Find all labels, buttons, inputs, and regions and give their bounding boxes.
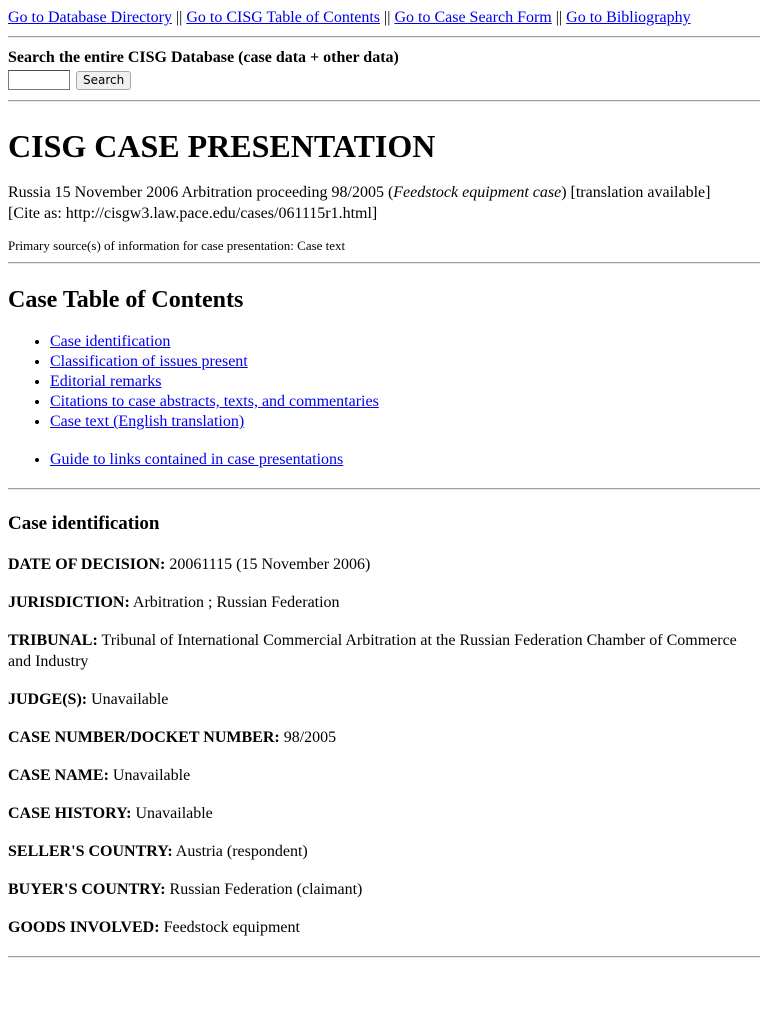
toc-link-editorial-remarks[interactable]: Editorial remarks bbox=[50, 373, 162, 390]
field-value: Unavailable bbox=[91, 691, 169, 708]
divider bbox=[8, 956, 760, 958]
search-form bbox=[8, 70, 760, 90]
divider bbox=[8, 36, 760, 38]
field-label: BUYER'S COUNTRY: bbox=[8, 881, 166, 898]
nav-link-case-search-form[interactable]: Go to Case Search Form bbox=[394, 9, 552, 26]
field-value: 98/2005 bbox=[283, 729, 337, 746]
field-label: GOODS INVOLVED: bbox=[8, 919, 160, 936]
toc-item bbox=[50, 372, 760, 392]
case-name-italic: Feedstock equipment case bbox=[393, 184, 562, 201]
search-title: Search the entire CISG Database (case data + other data) bbox=[8, 49, 399, 66]
divider bbox=[8, 262, 760, 264]
top-navigation bbox=[8, 0, 760, 28]
field-label: DATE OF DECISION: bbox=[8, 556, 166, 573]
field-value: Unavailable bbox=[112, 767, 191, 784]
field-value: Feedstock equipment bbox=[163, 919, 300, 936]
nav-separator: || bbox=[555, 9, 563, 26]
guide-list bbox=[8, 450, 760, 470]
toc-item bbox=[50, 412, 760, 432]
toc-list bbox=[8, 332, 760, 432]
nav-separator: || bbox=[175, 9, 183, 26]
toc-item bbox=[50, 450, 760, 470]
field-value: Tribunal of International Commercial Arbitration at the Russian Federation Chamber of Commerce and Industry bbox=[8, 632, 737, 670]
nav-link-database-directory[interactable]: Go to Database Directory bbox=[8, 9, 172, 26]
case-identification-fields bbox=[8, 554, 760, 938]
field-value: Russian Federation (claimant) bbox=[169, 881, 363, 898]
field-label: CASE NAME: bbox=[8, 767, 109, 784]
field-label: JURISDICTION: bbox=[8, 594, 130, 611]
field-date-of-decision bbox=[8, 554, 760, 575]
search-input[interactable] bbox=[8, 70, 70, 90]
field-label: TRIBUNAL: bbox=[8, 632, 98, 649]
field-tribunal bbox=[8, 630, 760, 672]
divider bbox=[8, 488, 760, 490]
field-value: Arbitration ; Russian Federation bbox=[132, 594, 340, 611]
case-summary-prefix: Russia 15 November 2006 Arbitration proceeding 98/2005 ( bbox=[8, 184, 394, 201]
field-buyers-country bbox=[8, 879, 760, 900]
toc-link-classification[interactable]: Classification of issues present bbox=[50, 353, 248, 370]
field-case-name bbox=[8, 765, 760, 786]
case-summary-suffix: ) [translation available] bbox=[561, 184, 711, 201]
page-title: CISG CASE PRESENTATION bbox=[8, 128, 436, 164]
nav-link-bibliography[interactable]: Go to Bibliography bbox=[566, 9, 691, 26]
search-button[interactable]: Search bbox=[76, 71, 131, 90]
case-summary-line bbox=[8, 182, 760, 203]
cite-line: [Cite as: http://cisgw3.law.pace.edu/cases/061115r1.html] bbox=[8, 205, 378, 222]
field-value: 20061115 (15 November 2006) bbox=[169, 556, 371, 573]
field-goods-involved bbox=[8, 917, 760, 938]
field-case-history bbox=[8, 803, 760, 824]
field-label: CASE HISTORY: bbox=[8, 805, 132, 822]
toc-item bbox=[50, 352, 760, 372]
field-sellers-country bbox=[8, 841, 760, 862]
field-jurisdiction bbox=[8, 592, 760, 613]
toc-link-case-text[interactable]: Case text (English translation) bbox=[50, 413, 245, 430]
guide-link[interactable]: Guide to links contained in case presentations bbox=[50, 451, 344, 468]
case-identification-heading: Case identification bbox=[8, 513, 160, 534]
toc-item bbox=[50, 392, 760, 412]
divider bbox=[8, 100, 760, 102]
field-label: CASE NUMBER/DOCKET NUMBER: bbox=[8, 729, 280, 746]
field-judges bbox=[8, 689, 760, 710]
toc-heading: Case Table of Contents bbox=[8, 287, 244, 313]
toc-link-case-identification[interactable]: Case identification bbox=[50, 333, 171, 350]
nav-separator: || bbox=[384, 9, 391, 26]
toc-item bbox=[50, 332, 760, 352]
field-label: SELLER'S COUNTRY: bbox=[8, 843, 173, 860]
nav-link-cisg-toc[interactable]: Go to CISG Table of Contents bbox=[186, 9, 381, 26]
toc-link-citations[interactable]: Citations to case abstracts, texts, and commentaries bbox=[50, 393, 379, 410]
field-label: JUDGE(S): bbox=[8, 691, 88, 708]
primary-source-line: Primary source(s) of information for case presentation: Case text bbox=[8, 238, 346, 253]
field-value: Unavailable bbox=[135, 805, 213, 822]
field-case-number bbox=[8, 727, 760, 748]
field-value: Austria (respondent) bbox=[175, 843, 308, 860]
